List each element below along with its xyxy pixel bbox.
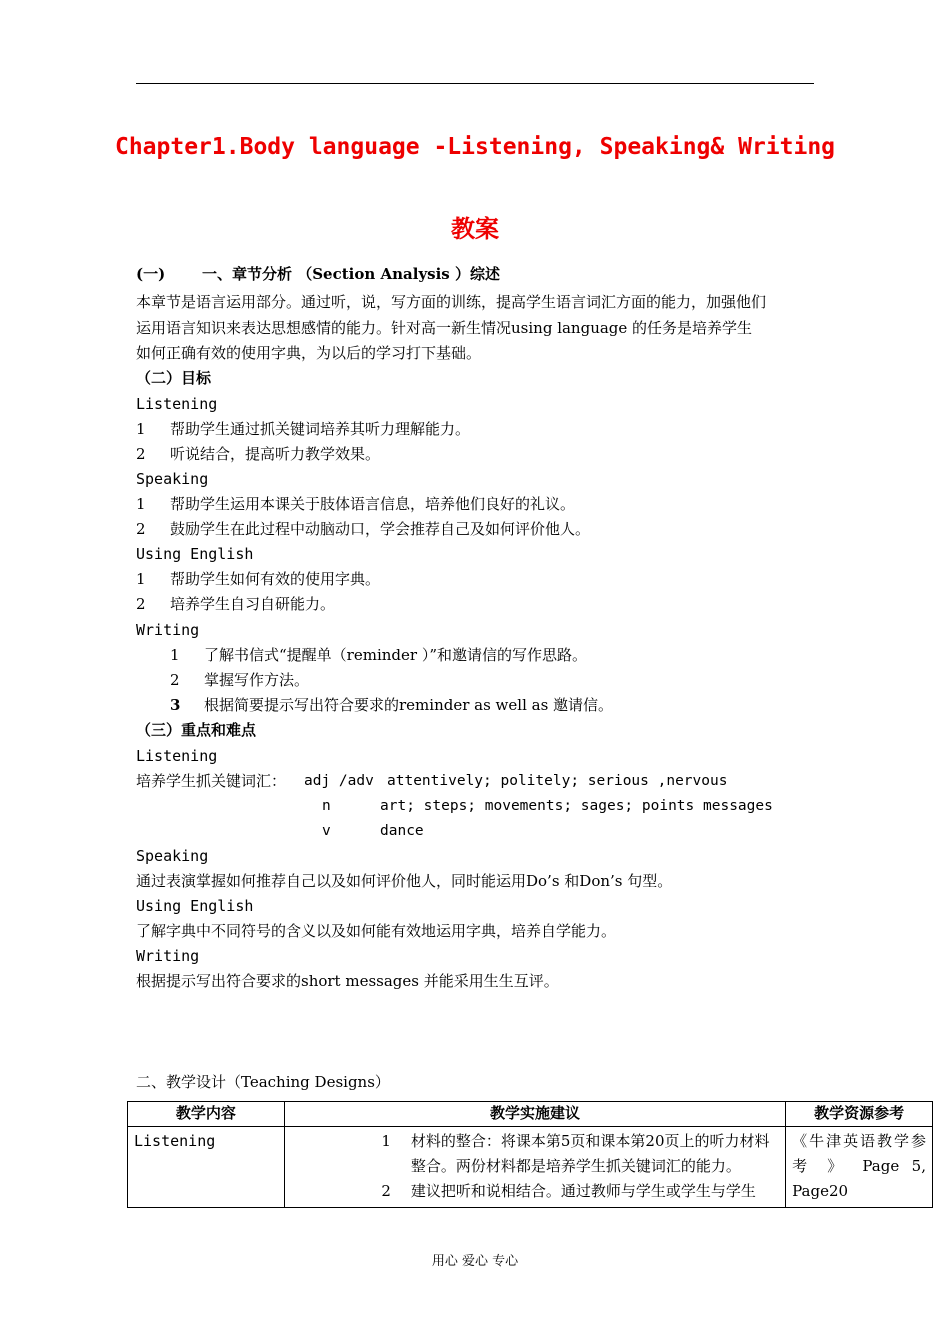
section3-heading: （三）重点和难点 [136,721,257,739]
keyword-words-adj: attentively; politely; serious ,nervous [387,773,728,789]
focus-speaking-label: Speaking [136,847,209,865]
focus-english-text: 了解字典中不同符号的含义以及如何能有效地运用字典，培养自学能力。 [136,922,617,940]
cell-resource: 《牛津英语教学参考 》 Page 5, Page20 [786,1127,933,1208]
focus-writing-label: Writing [136,947,200,965]
goals-listening-label: Listening [136,395,218,413]
section1-heading [136,264,500,284]
focus-speaking-text: 通过表演掌握如何推荐自己以及如何评价他人，同时能运用Do’s 和Don’s 句型。 [136,872,673,890]
document-subtitle: 教案 [451,215,499,243]
goals-speaking-item-2: 2 鼓励学生在此过程中动脑动口，学会推荐自己及如何评价他人。 [136,520,591,538]
goals-english-item-2: 2 培养学生自习自研能力。 [136,595,336,613]
goals-speaking-label: Speaking [136,470,209,488]
focus-listening-intro: 培养学生抓关键词汇： [136,772,287,790]
table-header-row [128,1102,933,1127]
header-resource: 教学资源参考 [786,1102,933,1127]
keyword-words-v: dance [380,823,424,839]
section1-para-line-2: 运用语言知识来表达思想感情的能力。针对高一新生情况using language 的任务是培养学生 [136,319,753,337]
section1-para-line-3: 如何正确有效的使用字典，为以后的学习打下基础。 [136,344,482,362]
header-content: 教学内容 [128,1102,285,1127]
goals-writing-item-1: 1 了解书信式“提醒单（reminder ）”和邀请信的写作思路。 [170,646,587,664]
goals-english-label: Using English [136,545,254,563]
page-footer: 用心 爱心 专心 [431,1254,519,1269]
header-advice: 教学实施建议 [284,1102,785,1127]
table-row [128,1127,933,1208]
section1-number: (一) [136,265,166,283]
goals-speaking-item-1: 1 帮助学生运用本课关于肢体语言信息，培养他们良好的礼议。 [136,495,576,513]
section2-heading: （二）目标 [136,369,212,387]
goals-english-item-1: 1 帮助学生如何有效的使用字典。 [136,570,381,588]
goals-writing-item-3: 3 根据简要提示写出符合要求的reminder as well as 邀请信。 [170,696,614,714]
focus-writing-text: 根据提示写出符合要求的short messages 并能采用生生互评。 [136,972,559,990]
focus-listening-label: Listening [136,747,218,765]
focus-english-label: Using English [136,897,254,915]
section1-title: 一、章节分析 （Section Analysis ）综述 [202,265,500,283]
teaching-design-table [127,1101,933,1208]
cell-advice [284,1127,785,1208]
keyword-pos-n: n [322,798,331,814]
goals-writing-label: Writing [136,621,200,639]
cell-content: Listening [128,1127,285,1208]
keyword-pos-adj: adj /adv [304,773,374,789]
document-title: Chapter1.Body language -Listening, Speaking& Writing [114,134,836,160]
header-rule [136,83,814,84]
keyword-pos-v: v [322,823,331,839]
advice-item-2: 2 建议把听和说相结合。通过教师与学生或学生与学生 [381,1182,756,1200]
design-heading: 二、教学设计（Teaching Designs） [136,1073,390,1091]
goals-listening-item-1: 1 帮助学生通过抓关键词培养其听力理解能力。 [136,420,471,438]
goals-writing-item-2: 2 掌握写作方法。 [170,671,310,689]
advice-item-1: 1 材料的整合：将课本第5页和课本第20页上的听力材料整合。两份材料都是培养学生抓关键词汇的能力。 [381,1132,770,1175]
keyword-words-n: art; steps; movements; sages; points messages [380,798,773,814]
section1-para-line-1: 本章节是语言运用部分。通过听，说，写方面的训练，提高学生语言词汇方面的能力，加强他们 [136,293,767,311]
goals-listening-item-2: 2 听说结合，提高听力教学效果。 [136,445,381,463]
